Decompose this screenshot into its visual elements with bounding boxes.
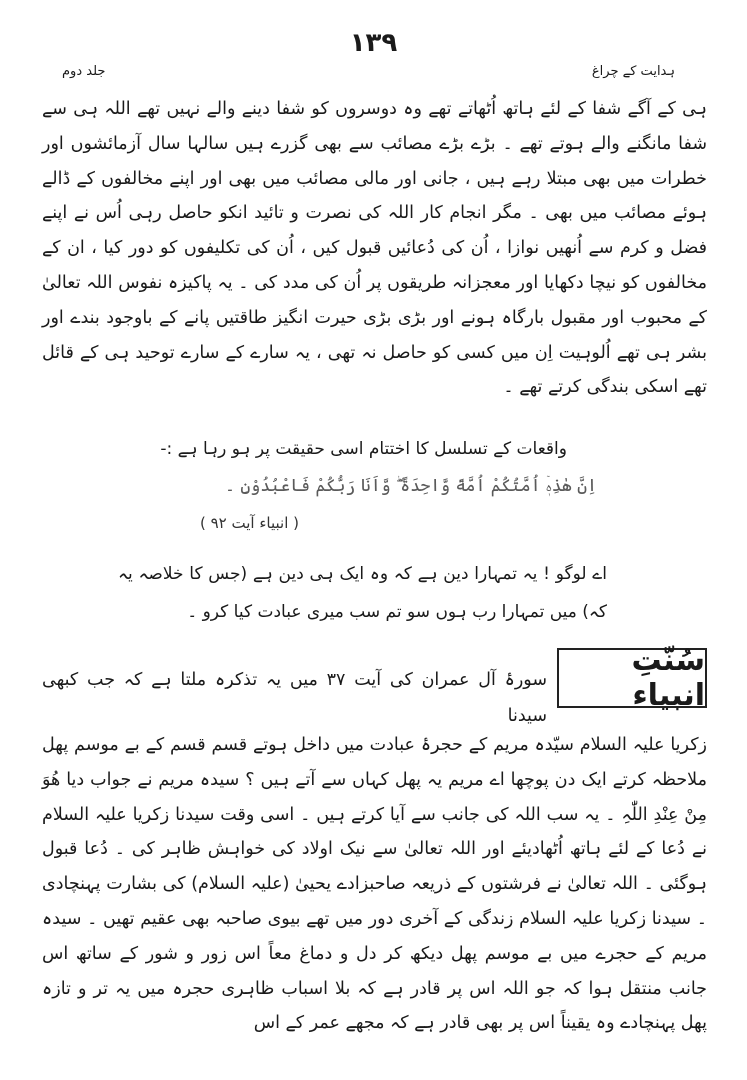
verse-translation: اے لوگو ! یہ تمہارا دین ہے کہ وہ ایک ہی دین ہے (جس کا خلاصہ یہ کہ) میں تمہارا رب ہوں سو تم سب میری عبادت کیا کرو ۔ [118,564,607,622]
body-paragraph: ہی کے آگے شفا کے لئے ہاتھ اُٹھاتے تھے وہ دوسروں کو شفا دینے والے نہیں تھے اللہ ہی سے شفا مانگنے والے ہوتے تھے ۔ بڑے بڑے مصائب سے بھی گزرے ہیں سالہا سال آزمائشوں اور خطرات میں بھی مبتلا رہے ہیں ، جانی اور مالی مصائب میں بھی اور اپنے مخالفوں کے ڈالے ہوئے مصائب میں بھی ۔ مگر انجام کار اللہ کی نصرت و تائید انکو حاصل رہی اُس نے اپنے فضل و کرم سے اُنھیں نوازا ، اُن کی دُعائیں قبول کیں ، اُن کی تکلیفوں کو دور کیا ، ان کے مخالفوں کو نیچا دکھایا اور معجزانہ طریقوں پر اُن کی مدد کی ۔ یہ پاکیزہ نفوس اللہ تعالیٰ کے محبوب اور مقبول بارگاہ ہونے اور بڑی بڑی حیرت انگیز طاقتیں پانے کے باوجود بندے اور بشر ہی تھے اُلوہیت اِن میں کسی کو حاصل نہ تھی ، یہ سارے کے سارے توحید ہی کے قائل تھے اسکی بندگی کرتے تھے ۔ [42,99,707,398]
page-number: ۱۳۹ [349,28,398,58]
section-body-paragraph: زکریا علیہ السلام سیّدہ مریم کے حجرۂ عبادت میں داخل ہوتے قسم قسم کے بے موسم پھل ملاحظہ کرتے ایک دن پوچھا اے مریم یہ پھل کہاں سے آتے ہیں ؟ سیدہ مریم نے جواب دیا ھُوَ مِنْ عِنْدِ اللّٰہِ ۔ یہ سب اللہ کی جانب سے آیا کرتے ہیں ۔ اسی وقت سیدنا زکریا علیہ السلام نے دُعا کے لئے ہاتھ اُٹھادیئے اور اللہ تعالیٰ سے نیک اولاد کی خواہش ظاہر کی ۔ دُعا قبول ہوگئی ۔ اللہ تعالیٰ نے فرشتوں کے ذریعہ صاحبزادے یحییٰ (علیہ السلام) کی بشارت پہنچادی ۔ سیدنا زکریا علیہ السلام زندگی کے آخری دور میں تھے بیوی صاحبہ بھی عقیم تھیں ۔ سیدہ مریم کے حجرے میں بے موسم پھل دیکھ کر دل و دماغ معاً اس زور و شور کے ساتھ اس جانب منتقل ہوا کہ جو اللہ اس پر قادر ہے کہ بلا اسباب ظاہری حجرہ میں یہ تر و تازہ پھل پہنچادے وہ یقیناً اس پر بھی قادر ہے کہ مجھے عمر کے اس [42,735,707,1034]
book-title: ہدایت کے چراغ [591,64,675,79]
volume-label: جلد دوم [62,64,106,79]
quran-verse: اِنَّ هٰذِهٖۤ اُمَّتُكُمْ اُمَّةً وَّاحِدَةً ۖ وَّاَنَا رَبُّكُمْ فَاعْبُدُوْنِ ۔ [225,476,597,496]
verse-intro: واقعات کے تسلسل کا اختتام اسی حقیقت پر ہو رہا ہے :- [160,439,567,459]
section-first-line: سورۂ آل عمران کی آیت ۳۷ میں یہ تذکرہ ملتا ہے کہ جب کبھی سیدنا [42,670,548,726]
verse-reference: ( انبیاء آیت ۹۲ ) [200,514,299,532]
section-heading: سُنّتِ انبیاء [557,648,707,708]
